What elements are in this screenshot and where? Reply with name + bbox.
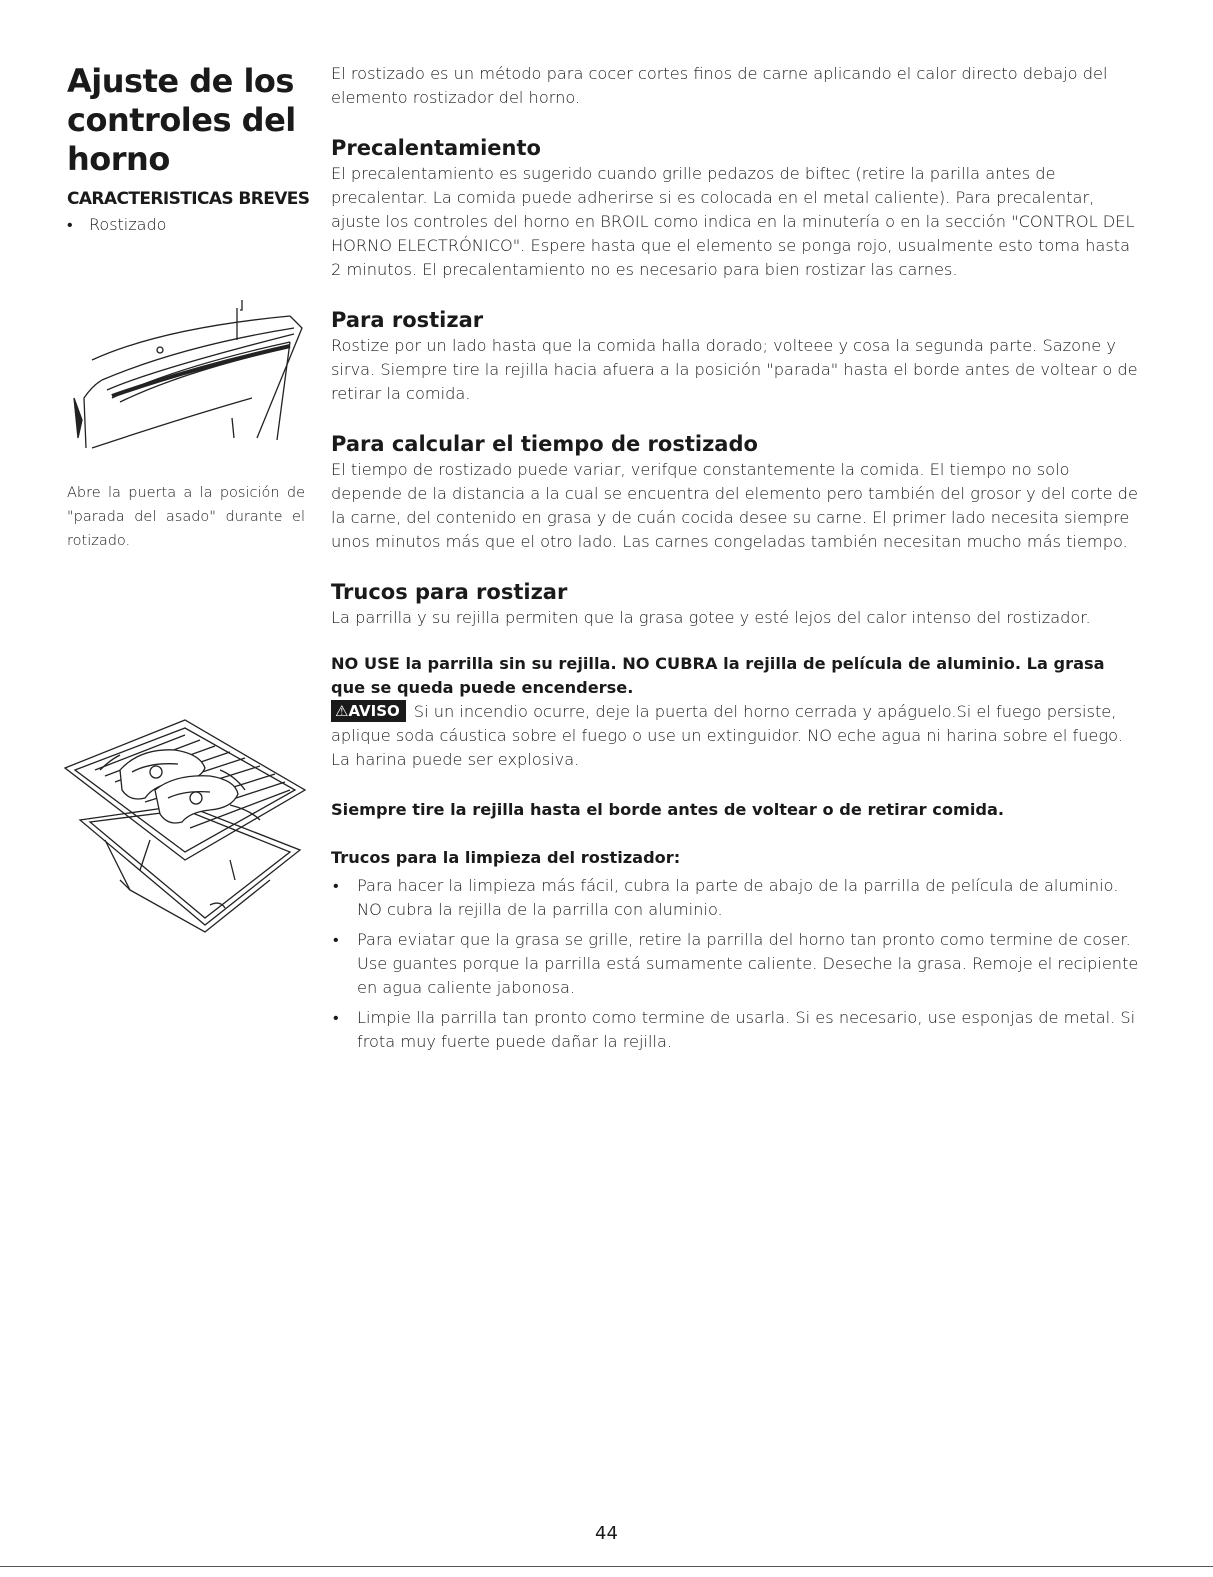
section-text: El precalentamiento es sugerido cuando grille pedazos de biftec (retire la parilla antes de precalentar. La comida puede adherirse si es colocada en el metal caliente). Para precalentar, ajuste los controles del horno en BROIL como indica en la minutería o en la sección "CONTROL DEL HORNO ELECTRÓNICO". Espere hasta que el elemento se ponga rojo, usualmente esto toma hasta 2 minutos. El precalentamiento no es necesario para bien rostizar las carnes. — [331, 164, 1135, 279]
cleaning-tips-list — [331, 874, 1141, 1054]
section-text: El tiempo de rostizado puede variar, verifque constantemente la comida. El tiempo no solo depende de la distancia a la cual se encuentra del elemento pero también del grosor y del corte de la carne, del contenido en grasa y de cuán cocida desee su carne. El primer lado necesita siempre unos minutos más que el otro lado. Las carnes congeladas también necesitan mucho más tiempo. — [331, 460, 1138, 551]
section-heading: Precalentamiento — [331, 136, 541, 160]
bullet-icon: • — [67, 215, 73, 234]
list-item: • Para eviatar que la grasa se grille, retire la parrilla del horno tan pronto como termine de coser. Use guantes porque la parrilla está sumamente caliente. Deseche la grasa. Remoje el recipiente en agua caliente jabonosa. — [331, 928, 1141, 1000]
main-content — [331, 62, 1141, 1060]
section-broil — [331, 306, 1141, 406]
page-title: Ajuste de los controles del horno — [67, 62, 296, 178]
section-broil-tips — [331, 578, 1141, 630]
section-heading: Para calcular el tiempo de rostizado — [331, 432, 758, 456]
section-text: La parrilla y su rejilla permiten que la grasa gotee y esté lejos del calor intenso del rostizador. — [331, 608, 1091, 627]
section-preheat — [331, 134, 1141, 282]
features-bullet — [67, 215, 312, 235]
features-heading: CARACTERISTICAS BREVES — [67, 189, 310, 209]
cleaning-heading: Trucos para la limpieza del rostizador: — [331, 848, 681, 867]
warning-triangle-icon: ⚠ — [335, 702, 349, 720]
figure-caption: Abre la puerta a la posición de "parada del asado" durante el rotizado. — [67, 485, 305, 549]
oven-door-illustration — [62, 298, 307, 458]
section-heading: Para rostizar — [331, 308, 484, 332]
bottom-rule — [0, 1566, 1213, 1567]
intro-text: El rostizado es un método para cocer cortes finos de carne aplicando el calor directo debajo del elemento rostizador del horno. — [331, 64, 1108, 107]
broiler-pan-illustration — [60, 710, 310, 935]
page-number: 44 — [595, 1523, 618, 1544]
features-bullet-text: Rostizado — [89, 215, 167, 234]
aviso-paragraph — [331, 700, 1141, 772]
section-broil-time — [331, 430, 1141, 554]
sidebar — [67, 62, 312, 235]
aviso-label: AVISO — [348, 702, 400, 720]
list-item: • Para hacer la limpieza más fácil, cubra la parte de abajo de la parrilla de película de aluminio. NO cubra la rejilla de la parrilla con aluminio. — [331, 874, 1141, 922]
warning-bold-text: NO USE la parrilla sin su rejilla. NO CUBRA la rejilla de película de aluminio. La grasa que se queda puede encenderse. — [331, 654, 1105, 697]
section-text: Rostize por un lado hasta que la comida halla dorado; volteee y cosa la segunda parte. Sazone y sirva. Siempre tire la rejilla hacia afuera a la posición "parada" hasta el borde antes de voltear o de retirar la comida. — [331, 336, 1138, 403]
aviso-badge — [331, 700, 406, 722]
section-heading: Trucos para rostizar — [331, 580, 568, 604]
always-pull-text: Siempre tire la rejilla hasta el borde antes de voltear o de retirar comida. — [331, 800, 1005, 819]
aviso-text: Si un incendio ocurre, deje la puerta del horno cerrada y apáguelo.Si el fuego persiste, aplique soda cáustica sobre el fuego o use un extinguidor. NO eche agua ni harina sobre el fuego. La harina puede ser explosiva. — [331, 702, 1123, 769]
list-item: • Limpie lla parrilla tan pronto como termine de usarla. Si es necesario, use esponjas de metal. Si frota muy fuerte puede dañar la rejilla. — [331, 1006, 1141, 1054]
